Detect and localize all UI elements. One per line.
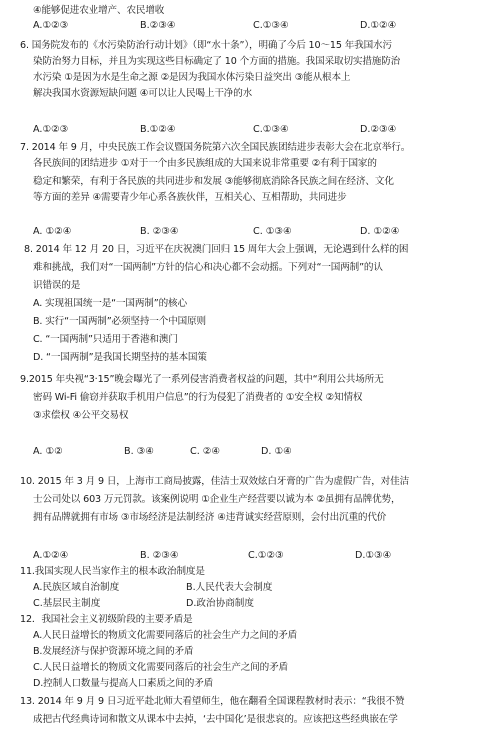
question-text-line: A. 实现祖国统一是“一国两制”的核心 [33, 298, 187, 309]
option-a: A.①②④ [33, 550, 69, 561]
option-a: A.民族区域自治制度 [33, 582, 120, 593]
option-b: B. ③④ [124, 446, 154, 457]
question-text-line: D.控制人口数量与提高人口素质之间的矛盾 [33, 678, 214, 689]
options-row [0, 598, 479, 610]
option-b: B.②③④ [140, 20, 176, 31]
question-text-line: 士公司处以 603 万元罚款。该案例说明 ①企业生产经营要以诚为本 ②虽拥有品牌优势， [33, 494, 401, 505]
option-a: A. ①②④ [33, 226, 72, 237]
option-d: D. ①②④ [360, 226, 400, 237]
options-row [0, 226, 479, 238]
option-c: C.基层民主制度 [33, 598, 101, 609]
question-text-line: 12．我国社会主义初级阶段的主要矛盾是 [20, 614, 193, 625]
option-b: B.人民代表大会制度 [186, 582, 273, 593]
option-b: B. ②③④ [140, 226, 179, 237]
options-row [0, 446, 479, 458]
option-a: A. ①② [33, 446, 63, 457]
option-d: D.②③④ [360, 124, 397, 135]
question-text-line: 8. 2014 年 12 月 20 日，习近平在庆祝澳门回归 15 周年大会上强调，无论遇到什么样的困 [24, 244, 409, 255]
question-text-line: C.人民日益增长的物质文化需要同落后的社会生产之间的矛盾 [33, 662, 288, 673]
option-c: C.①②③ [248, 550, 284, 561]
question-text-line: C. “一国两制”只适用于香港和澳门 [33, 334, 178, 345]
option-d: D. ①④ [261, 446, 292, 457]
question-text-line: A.人民日益增长的物质文化需要同落后的社会生产力之间的矛盾 [33, 630, 298, 641]
question-text-line: 水污染 ①是因为水是生命之源 ②是因为我国水体污染日益突出 ③能从根本上 [33, 72, 351, 83]
option-a: A.①②③ [33, 20, 69, 31]
option-d: D.政治协商制度 [186, 598, 254, 609]
question-text-line: 难和挑战，我们对“一国两制”方针的信心和决心都不会动摇。下列对“一国两制”的认 [33, 262, 383, 273]
question-text-line: ③求偿权 ④公平交易权 [33, 410, 129, 421]
question-text-line: 9.2015 年央视“3·15”晚会曝光了一系列侵害消费者权益的问题，其中“利用公共场所无 [20, 374, 384, 385]
question-text-line: 染防治努力目标，并且为实现这些目标确定了 10 个方面的措施。我国采取切实措施防治 [33, 56, 401, 67]
question-text-line: 识错误的是 [33, 280, 81, 291]
question-text-line: 密码 Wi-Fi 偷窃并获取手机用户信息”的行为侵犯了消费者的 ①安全权 ②知情权 [33, 392, 363, 403]
option-c: C. ②④ [190, 446, 220, 457]
option-c: C.①③④ [253, 20, 289, 31]
question-text-line: 各民族间的团结进步 ①对于一个由多民族组成的大国来说非常重要 ②有利于国家的 [33, 158, 377, 169]
question-text-line: 11.我国实现人民当家作主的根本政治制度是 [20, 566, 205, 577]
options-row [0, 582, 479, 594]
option-a: A.①②③ [33, 124, 69, 135]
option-c: C.①③④ [253, 124, 289, 135]
options-row [0, 20, 479, 32]
option-b: B. ②③④ [140, 550, 179, 561]
question-text-line: 成把古代经典诗词和散文从课本中去掉，‘去中国化’是很悲哀的。应该把这些经典嵌在学 [33, 714, 398, 725]
question-text-line: B. 实行“一国两制”必须坚持一个中国原则 [33, 316, 206, 327]
question-text-line: 7. 2014 年 9 月，中央民族工作会议暨国务院第六次全国民族团结进步表彰大会在北京举行。 [20, 142, 411, 153]
question-text-line: 拥有品牌就拥有市场 ③市场经济是法制经济 ④违背诚实经营原则，会付出沉重的代价 [33, 512, 387, 523]
question-text-line: 等方面的差异 ④需要青少年心系各族伙伴，互相关心、互相帮助，共同进步 [33, 192, 347, 203]
question-text-line: ④能够促进农业增产、农民增收 [33, 5, 165, 16]
question-text-line: 6. 国务院发布的《水污染防治行动计划》（即“水十条”），明确了今后 10～15 年我国水污 [20, 40, 392, 51]
question-text-line: 稳定和繁荣，有利于各民族的共同进步和发展 ③能够彻底消除各民族之间在经济、文化 [33, 176, 394, 187]
option-d: D.①③④ [355, 550, 392, 561]
option-c: C. ①③④ [253, 226, 292, 237]
question-text-line: B.发展经济与保护资源环境之间的矛盾 [33, 646, 194, 657]
question-text-line: 10. 2015 年 3 月 9 日，上海市工商局披露，佳洁士双效炫白牙膏的广告为虚假广告，对佳洁 [20, 476, 410, 487]
options-row [0, 550, 479, 562]
options-row [0, 124, 479, 136]
question-text-line: D. “一国两制”是我国长期坚持的基本国策 [33, 352, 207, 363]
option-d: D.①②④ [360, 20, 397, 31]
question-text-line: 解决我国水资源短缺问题 ④可以让人民喝上干净的水 [33, 88, 253, 99]
option-b: B.①②④ [140, 124, 176, 135]
question-text-line: 13. 2014 年 9 月 9 日习近平赴北师大看望师生，他在翻看全国课程教材时表示：“我很不赞 [20, 696, 405, 707]
